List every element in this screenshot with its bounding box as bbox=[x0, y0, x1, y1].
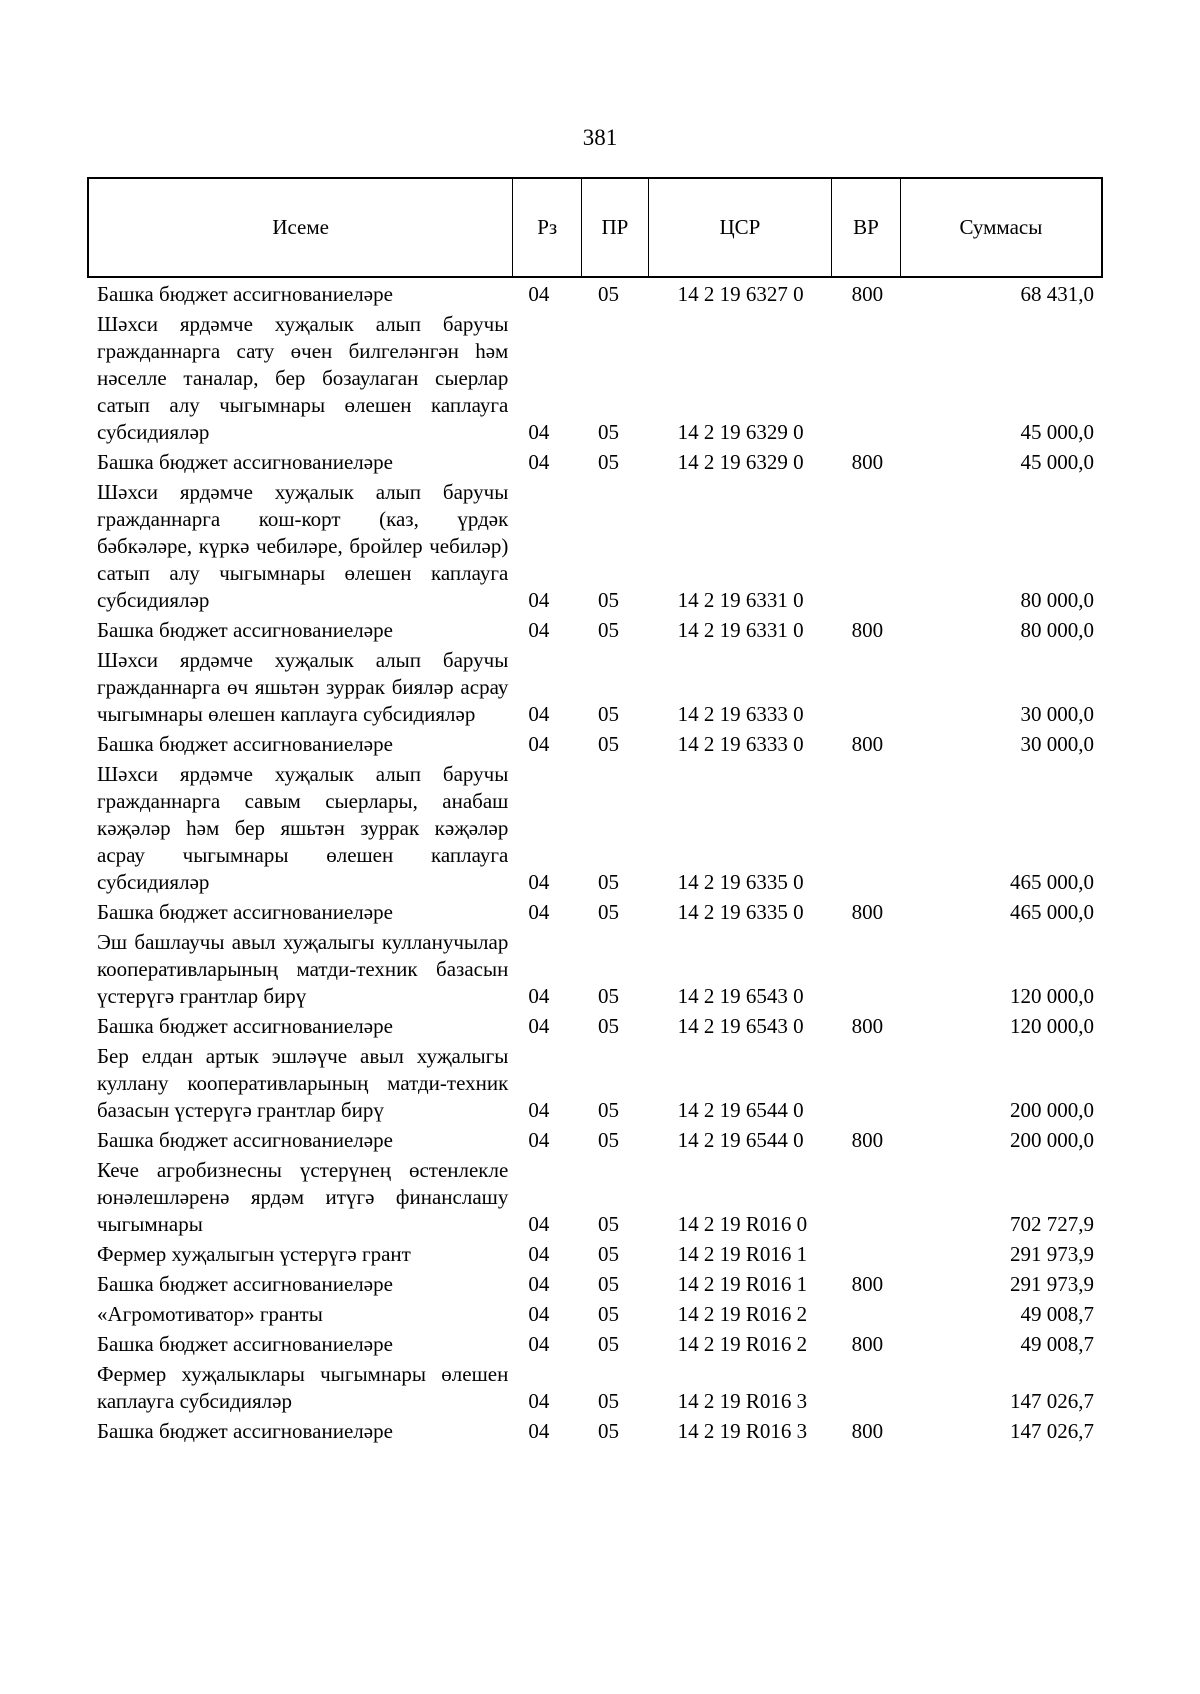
cell-csr: 14 2 19 6331 0 bbox=[677, 588, 804, 612]
table-row bbox=[87, 926, 1103, 1010]
cell-pr: 05 bbox=[597, 1332, 619, 1356]
cell-name: Шәхси ярдәмче хуҗалык алып баручы гражданнарга өч яшьтән зуррак бияләр асрау чыгымнары өлешен каплауга субсидияләр bbox=[97, 648, 509, 726]
table-row bbox=[87, 644, 1103, 728]
cell-csr: 14 2 19 R016 2 bbox=[677, 1302, 808, 1326]
table-row bbox=[87, 1298, 1103, 1328]
cell-csr: 14 2 19 6543 0 bbox=[677, 984, 804, 1008]
cell-name: Башка бюджет ассигнованиеләре bbox=[97, 732, 393, 756]
table-row bbox=[87, 896, 1103, 926]
cell-csr: 14 2 19 R016 1 bbox=[677, 1272, 808, 1296]
cell-sum: 45 000,0 bbox=[1020, 420, 1094, 444]
cell-rz: 04 bbox=[528, 588, 550, 612]
cell-pr: 05 bbox=[597, 1419, 619, 1443]
table-row bbox=[87, 1268, 1103, 1298]
cell-sum: 465 000,0 bbox=[1010, 900, 1094, 924]
cell-sum: 291 973,9 bbox=[1010, 1242, 1094, 1266]
cell-vr: 800 bbox=[851, 1419, 884, 1443]
cell-sum: 200 000,0 bbox=[1010, 1128, 1094, 1152]
cell-sum: 147 026,7 bbox=[1010, 1419, 1094, 1443]
cell-rz: 04 bbox=[528, 1272, 550, 1296]
page-number: 381 bbox=[582, 125, 618, 150]
table-row bbox=[87, 308, 1103, 446]
table-row bbox=[87, 1415, 1103, 1445]
table-row bbox=[87, 446, 1103, 476]
cell-csr: 14 2 19 6544 0 bbox=[677, 1098, 804, 1122]
header-pr: ПР bbox=[582, 179, 649, 276]
cell-pr: 05 bbox=[597, 1302, 619, 1326]
cell-name: Фермер хуҗалыгын үстерүгә грант bbox=[97, 1242, 411, 1266]
cell-csr: 14 2 19 6327 0 bbox=[677, 282, 804, 306]
cell-pr: 05 bbox=[597, 732, 619, 756]
cell-sum: 45 000,0 bbox=[1020, 450, 1094, 474]
cell-name: Башка бюджет ассигнованиеләре bbox=[97, 1128, 393, 1152]
table-row bbox=[87, 728, 1103, 758]
header-sum: Суммасы bbox=[959, 215, 1043, 239]
table-row bbox=[87, 1238, 1103, 1268]
cell-pr: 05 bbox=[597, 1128, 619, 1152]
budget-table bbox=[87, 177, 1103, 1445]
cell-pr: 05 bbox=[597, 1014, 619, 1038]
cell-pr: 05 bbox=[597, 420, 619, 444]
cell-name: Башка бюджет ассигнованиеләре bbox=[97, 900, 393, 924]
cell-sum: 30 000,0 bbox=[1020, 732, 1094, 756]
cell-name: «Агромотиватор» гранты bbox=[97, 1302, 323, 1326]
cell-name: Фермер хуҗалыклары чыгымнары өлешен каплауга субсидияләр bbox=[97, 1362, 509, 1413]
cell-rz: 04 bbox=[528, 1128, 550, 1152]
cell-rz: 04 bbox=[528, 1389, 550, 1413]
cell-pr: 05 bbox=[597, 1212, 619, 1236]
cell-name: Шәхси ярдәмче хуҗалык алып баручы гражданнарга сату өчен билгеләнгән һәм нәселле таналар, бер бозаулаган сыерлар сатып алу чыгымнары өлешен каплауга субсидияләр bbox=[97, 312, 509, 444]
cell-rz: 04 bbox=[528, 900, 550, 924]
cell-csr: 14 2 19 R016 1 bbox=[677, 1242, 808, 1266]
cell-name: Башка бюджет ассигнованиеләре bbox=[97, 1272, 393, 1296]
cell-csr: 14 2 19 6544 0 bbox=[677, 1128, 804, 1152]
table-body bbox=[87, 278, 1103, 1445]
table-row bbox=[87, 1154, 1103, 1238]
table-row bbox=[87, 476, 1103, 614]
cell-sum: 120 000,0 bbox=[1010, 984, 1094, 1008]
cell-sum: 465 000,0 bbox=[1010, 870, 1094, 894]
cell-sum: 147 026,7 bbox=[1010, 1389, 1094, 1413]
cell-rz: 04 bbox=[528, 1242, 550, 1266]
cell-csr: 14 2 19 6329 0 bbox=[677, 450, 804, 474]
cell-csr: 14 2 19 6335 0 bbox=[677, 870, 804, 894]
cell-pr: 05 bbox=[597, 1389, 619, 1413]
cell-pr: 05 bbox=[597, 702, 619, 726]
table-row bbox=[87, 1124, 1103, 1154]
header-vr: ВР bbox=[832, 179, 901, 276]
cell-rz: 04 bbox=[528, 1419, 550, 1443]
cell-rz: 04 bbox=[528, 702, 550, 726]
cell-rz: 04 bbox=[528, 870, 550, 894]
cell-pr: 05 bbox=[597, 588, 619, 612]
cell-name: Кече агробизнесны үстерүнең өстенлекле юнәлешләренә ярдәм итүгә финанслашу чыгымнары bbox=[97, 1158, 509, 1236]
cell-pr: 05 bbox=[597, 870, 619, 894]
cell-rz: 04 bbox=[528, 732, 550, 756]
cell-pr: 05 bbox=[597, 1242, 619, 1266]
cell-rz: 04 bbox=[528, 618, 550, 642]
cell-csr: 14 2 19 6329 0 bbox=[677, 420, 804, 444]
cell-name: Эш башлаучы авыл хуҗалыгы кулланучылар кооперативларының матди-техник базасын үстерүгә грантлар бирү bbox=[97, 930, 509, 1008]
cell-name: Башка бюджет ассигнованиеләре bbox=[97, 282, 393, 306]
header-name: Исеме bbox=[89, 179, 513, 276]
cell-rz: 04 bbox=[528, 1332, 550, 1356]
cell-vr: 800 bbox=[851, 1014, 884, 1038]
table-row bbox=[87, 758, 1103, 896]
cell-sum: 49 008,7 bbox=[1020, 1302, 1094, 1326]
cell-sum: 291 973,9 bbox=[1010, 1272, 1094, 1296]
cell-sum: 120 000,0 bbox=[1010, 1014, 1094, 1038]
cell-sum: 80 000,0 bbox=[1020, 588, 1094, 612]
cell-vr: 800 bbox=[851, 1128, 884, 1152]
cell-sum: 30 000,0 bbox=[1020, 702, 1094, 726]
cell-pr: 05 bbox=[597, 450, 619, 474]
table-row bbox=[87, 1328, 1103, 1358]
cell-name: Башка бюджет ассигнованиеләре bbox=[97, 1419, 393, 1443]
table-row bbox=[87, 614, 1103, 644]
cell-sum: 49 008,7 bbox=[1020, 1332, 1094, 1356]
cell-csr: 14 2 19 R016 0 bbox=[677, 1212, 808, 1236]
cell-sum: 200 000,0 bbox=[1010, 1098, 1094, 1122]
cell-name: Бер елдан артык эшләүче авыл хуҗалыгы куллану кооперативларының матди-техник базасын үстерүгә грантлар бирү bbox=[97, 1044, 509, 1122]
cell-sum: 702 727,9 bbox=[1010, 1212, 1094, 1236]
cell-name: Башка бюджет ассигнованиеләре bbox=[97, 618, 393, 642]
table-row bbox=[87, 1040, 1103, 1124]
cell-pr: 05 bbox=[597, 900, 619, 924]
cell-rz: 04 bbox=[528, 1212, 550, 1236]
cell-rz: 04 bbox=[528, 282, 550, 306]
table-row bbox=[87, 1358, 1103, 1415]
cell-pr: 05 bbox=[597, 282, 619, 306]
cell-name: Шәхси ярдәмче хуҗалык алып баручы гражданнарга кош-корт (каз, үрдәк бәбкәләре, күркә чебиләре, бройлер чебиләр) сатып алу чыгымнары өлешен каплауга субсидияләр bbox=[97, 480, 509, 612]
cell-csr: 14 2 19 6335 0 bbox=[677, 900, 804, 924]
cell-vr: 800 bbox=[851, 900, 884, 924]
cell-csr: 14 2 19 6543 0 bbox=[677, 1014, 804, 1038]
cell-name: Шәхси ярдәмче хуҗалык алып баручы гражданнарга савым сыерлары, анабаш кәҗәләр һәм бер яшьтән зуррак кәҗәләр асрау чыгымнары өлешен каплауга субсидияләр bbox=[97, 762, 509, 894]
cell-csr: 14 2 19 R016 3 bbox=[677, 1389, 808, 1413]
header-csr: ЦСР bbox=[649, 179, 832, 276]
cell-csr: 14 2 19 6333 0 bbox=[677, 732, 804, 756]
cell-vr: 800 bbox=[851, 618, 884, 642]
cell-rz: 04 bbox=[528, 984, 550, 1008]
cell-name: Башка бюджет ассигнованиеләре bbox=[97, 1332, 393, 1356]
cell-vr: 800 bbox=[851, 282, 884, 306]
cell-pr: 05 bbox=[597, 1098, 619, 1122]
header-rz: Рз bbox=[513, 179, 582, 276]
cell-rz: 04 bbox=[528, 420, 550, 444]
cell-rz: 04 bbox=[528, 450, 550, 474]
cell-rz: 04 bbox=[528, 1302, 550, 1326]
cell-sum: 68 431,0 bbox=[1020, 282, 1094, 306]
cell-rz: 04 bbox=[528, 1014, 550, 1038]
cell-sum: 80 000,0 bbox=[1020, 618, 1094, 642]
cell-name: Башка бюджет ассигнованиеләре bbox=[97, 450, 393, 474]
cell-vr: 800 bbox=[851, 1332, 884, 1356]
cell-csr: 14 2 19 6331 0 bbox=[677, 618, 804, 642]
cell-name: Башка бюджет ассигнованиеләре bbox=[97, 1014, 393, 1038]
cell-csr: 14 2 19 R016 3 bbox=[677, 1419, 808, 1443]
cell-pr: 05 bbox=[597, 618, 619, 642]
cell-vr: 800 bbox=[851, 450, 884, 474]
cell-rz: 04 bbox=[528, 1098, 550, 1122]
cell-csr: 14 2 19 6333 0 bbox=[677, 702, 804, 726]
cell-vr: 800 bbox=[851, 732, 884, 756]
table-row bbox=[87, 1010, 1103, 1040]
cell-vr: 800 bbox=[851, 1272, 884, 1296]
table-header bbox=[87, 177, 1103, 278]
cell-pr: 05 bbox=[597, 984, 619, 1008]
cell-csr: 14 2 19 R016 2 bbox=[677, 1332, 808, 1356]
cell-pr: 05 bbox=[597, 1272, 619, 1296]
table-row bbox=[87, 278, 1103, 308]
